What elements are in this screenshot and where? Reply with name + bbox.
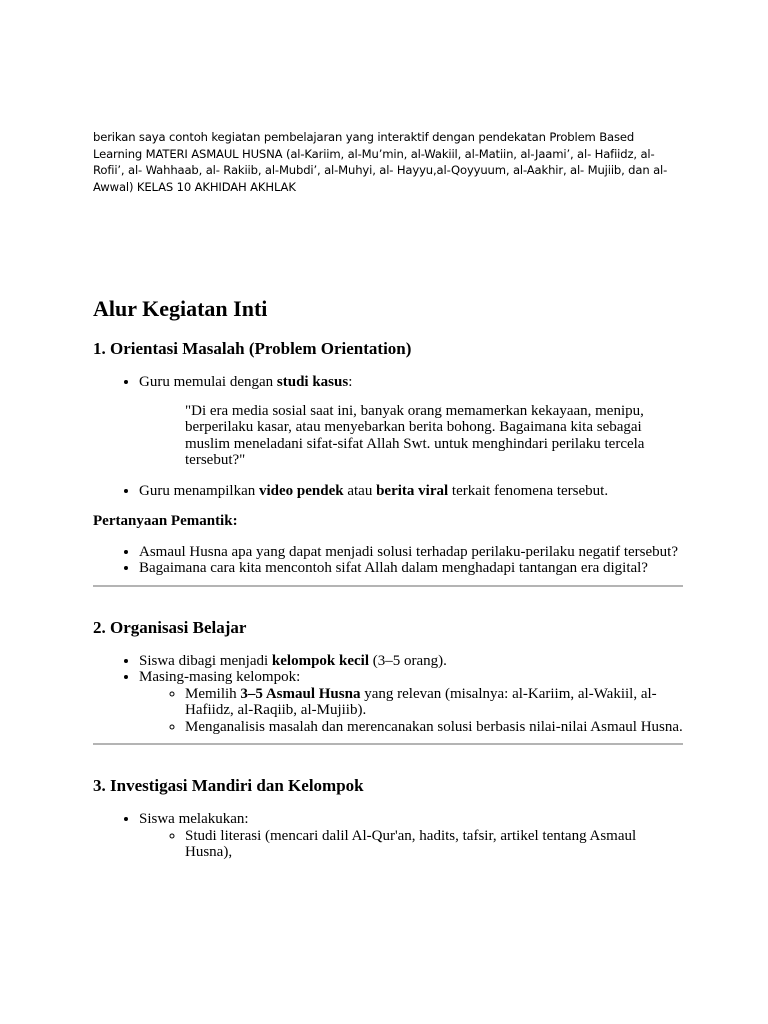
list-item: • Bagaimana cara kita mencontoh sifat Allah dalam menghadapi tantangan era digital?	[139, 560, 683, 577]
section-3-sublist	[139, 828, 683, 861]
sub-list-item: ◦ Menganalisis masalah dan merencanakan solusi berbasis nilai-nilai Asmaul Husna.	[185, 719, 683, 736]
text-span: Masing-masing kelompok:	[139, 669, 301, 685]
list-item	[139, 374, 683, 391]
section-3-list	[93, 811, 683, 861]
main-content	[93, 294, 683, 861]
section-2-list	[93, 653, 683, 736]
list-item	[139, 669, 683, 735]
intro-prompt: berikan saya contoh kegiatan pembelajaran yang interaktif dengan pendekatan Problem Based Learning MATERI ASMAUL HUSNA (al-Kariim, al-Mu’min, al-Wakiil, al-Matiin, al-Jaami’, al- Hafiidz, al-Rofii’, al- Wahhaab, al- Rakiib, al-Mubdi’, al-Muhyi, al- Hayyu,al-Qoyyuum, al-Aakhir, al- Mujiib, dan al-Awwal) KELAS 10 AKHIDAH AKHLAK	[93, 130, 668, 194]
text-span: Memilih	[185, 685, 241, 702]
section-2-sublist	[139, 686, 683, 736]
text-span: Siswa dibagi menjadi	[139, 652, 272, 669]
bold-span: 3–5 Asmaul Husna	[240, 685, 361, 702]
section-1-list-2	[93, 483, 683, 500]
bold-span: kelompok kecil	[271, 652, 369, 669]
text-span: yang relevan (misalnya: al-Kariim, al-Wakiil, al-Hafiidz, al-Raqiib, al-Mujiib).	[185, 685, 657, 718]
text-span: Siswa melakukan:	[139, 811, 249, 827]
sub-list-item	[185, 686, 683, 719]
divider	[93, 743, 683, 745]
case-study-quote: "Di era media sosial saat ini, banyak orang memamerkan kekayaan, menipu, berperilaku kasar, atau menyebarkan berita bohong. Bagaimana kita sebagai muslim meneladani sifat-sifat Allah Swt. untuk menghindari perilaku tercela tersebut?"	[185, 402, 645, 468]
text-span: terkait fenomena tersebut.	[448, 482, 609, 499]
list-item: • Asmaul Husna apa yang dapat menjadi solusi terhadap perilaku-perilaku negatif tersebut?	[139, 544, 683, 561]
list-item	[139, 811, 683, 861]
bold-span: video pendek	[258, 482, 344, 499]
divider	[93, 585, 683, 587]
text-span: (3–5 orang).	[369, 652, 447, 669]
text-span: atau	[343, 482, 377, 499]
trigger-questions-label: Pertanyaan Pemantik:	[93, 513, 238, 529]
section-2-heading: 2. Organisasi Belajar	[93, 617, 247, 637]
sub-list-item: ◦ Studi literasi (mencari dalil Al-Qur'an, hadits, tafsir, artikel tentang Asmaul Husna),	[185, 828, 683, 861]
bold-span: berita viral	[376, 482, 449, 499]
page-title: Alur Kegiatan Inti	[93, 296, 268, 321]
section-1-heading: 1. Orientasi Masalah (Problem Orientation)	[93, 339, 412, 358]
list-item	[139, 653, 683, 670]
text-span: Guru menampilkan	[139, 482, 259, 499]
trigger-questions-list	[93, 544, 683, 577]
bold-span: studi kasus	[276, 374, 349, 390]
text-span: Guru memulai dengan	[139, 374, 277, 390]
text-span: :	[348, 374, 353, 390]
section-3-heading: 3. Investigasi Mandiri dan Kelompok	[93, 776, 364, 795]
section-1-list	[93, 374, 683, 391]
list-item	[139, 483, 683, 500]
